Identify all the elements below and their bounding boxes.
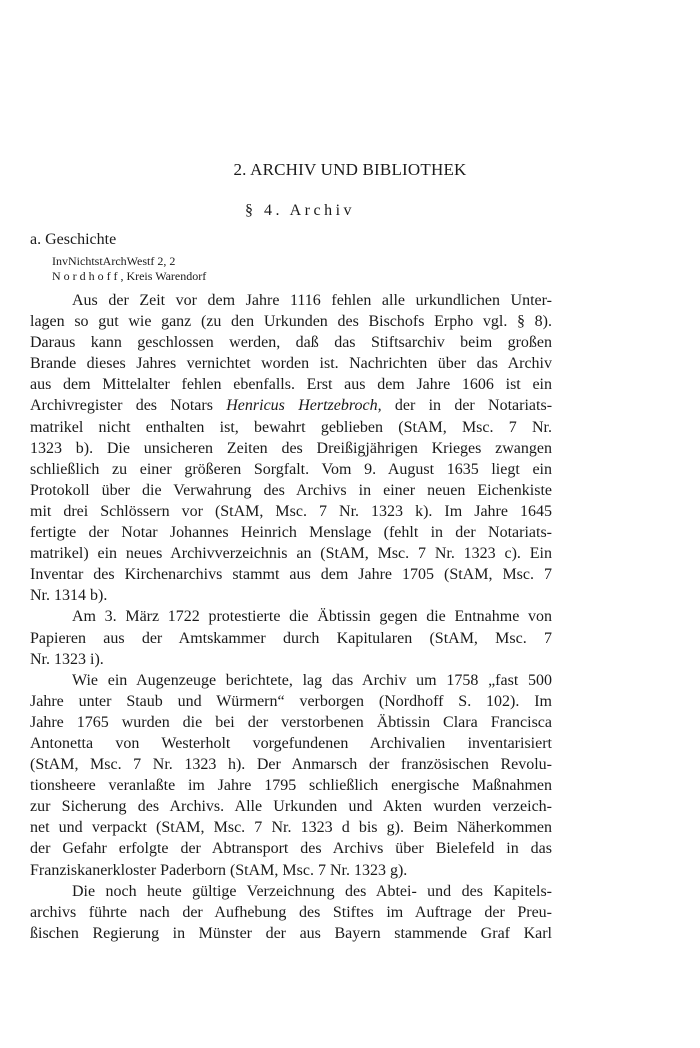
text-line: net und verpackt (StAM, Msc. 7 Nr. 1323 d bis g). Beim Näherkommen: [30, 819, 552, 837]
text-line: Jahre unter Staub und Würmern“ verborgen (Nordhoff S. 102). Im: [30, 692, 552, 710]
text-line: lagen so gut wie ganz (zu den Urkunden des Bischofs Erpho vgl. § 8).: [30, 313, 552, 331]
text-line: 1323 b). Die unsicheren Zeiten des Dreißigjährigen Krieges zwangen: [30, 439, 552, 457]
text-line: tionsheere veranlaßte im Jahre 1795 schließlich energische Maßnahmen: [30, 777, 552, 795]
chapter-title: 2. ARCHIV UND BIBLIOTHEK: [233, 160, 467, 179]
text-line: Papieren aus der Amtskammer durch Kapitularen (StAM, Msc. 7: [30, 629, 552, 647]
text-line: zur Sicherung des Archivs. Alle Urkunden und Akten wurden verzeich-: [30, 798, 552, 816]
text-line: matrikel nicht enthalten ist, bewahrt geblieben (StAM, Msc. 7 Nr.: [30, 418, 552, 436]
body-text: [30, 290, 552, 944]
reference-line: [52, 269, 206, 284]
reference-author: Nordhoff: [52, 269, 121, 283]
text-line: Brande dieses Jahres vernichtet worden ist. Nachrichten über das Archiv: [30, 355, 552, 373]
text-line: archivs führte nach der Aufhebung des Stiftes im Auftrage der Preu-: [30, 903, 552, 921]
notary-name: Henricus Hertzebroch,: [226, 397, 382, 415]
text-line: Protokoll über die Verwahrung des Archivs in einer neuen Eichenkiste: [30, 481, 552, 499]
text-line: Franziskanerkloster Paderborn (StAM, Msc. 7 Nr. 1323 g).: [30, 861, 408, 879]
text-line: Aus der Zeit vor dem Jahre 1116 fehlen alle urkundlichen Unter-: [72, 292, 552, 309]
text-line: (StAM, Msc. 7 Nr. 1323 h). Der Anmarsch der französischen Revolu-: [30, 756, 552, 774]
text-line: aus dem Mittelalter fehlen ebenfalls. Erst aus dem Jahre 1606 ist ein: [30, 376, 552, 394]
text-line: Wie ein Augenzeuge berichtete, lag das Archiv um 1758 „fast 500: [72, 671, 552, 689]
reference-detail: , Kreis Warendorf: [120, 269, 207, 283]
text-run: Archivregister des Notars: [30, 397, 227, 415]
text-line: Nr. 1323 i).: [30, 650, 104, 668]
references: [52, 254, 206, 284]
text-line: Daraus kann geschlossen werden, daß das Stiftsarchiv beim großen: [30, 334, 552, 352]
section-title: § 4. Archiv: [244, 202, 356, 219]
text-line: matrikel) ein neues Archivverzeichnis an (StAM, Msc. 7 Nr. 1323 c). Ein: [30, 545, 552, 563]
text-line: schließlich zu einer größeren Sorgfalt. Vom 9. August 1635 liegt ein: [30, 460, 552, 478]
text-line: ßischen Regierung in Münster der aus Bayern stammende Graf Karl: [30, 924, 552, 942]
text-line: [30, 395, 552, 416]
reference-line: InvNichtstArchWestf 2, 2: [52, 254, 176, 268]
text-line: Antonetta von Westerholt vorgefundenen Archivalien inventarisiert: [30, 734, 552, 752]
text-line: der Gefahr erfolgte der Abtransport des Archivs über Bielefeld in das: [30, 840, 552, 858]
text-line: fertigte der Notar Johannes Heinrich Menslage (fehlt in der Notariats-: [30, 524, 552, 542]
text-line: Inventar des Kirchenarchivs stammt aus dem Jahre 1705 (StAM, Msc. 7: [30, 566, 552, 584]
text-line: Nr. 1314 b).: [30, 587, 108, 605]
text-line: Jahre 1765 wurden die bei der verstorbenen Äbtissin Clara Francisca: [30, 713, 552, 731]
text-line: Am 3. März 1722 protestierte die Äbtissin gegen die Entnahme von: [72, 608, 552, 626]
text-run: der in der Notariats-: [381, 397, 553, 415]
sub-heading: a. Geschichte: [30, 231, 117, 248]
text-line: mit drei Schlössern vor (StAM, Msc. 7 Nr. 1323 k). Im Jahre 1645: [30, 502, 552, 520]
text-line: Die noch heute gültige Verzeichnung des Abtei- und des Kapitels-: [72, 882, 552, 900]
